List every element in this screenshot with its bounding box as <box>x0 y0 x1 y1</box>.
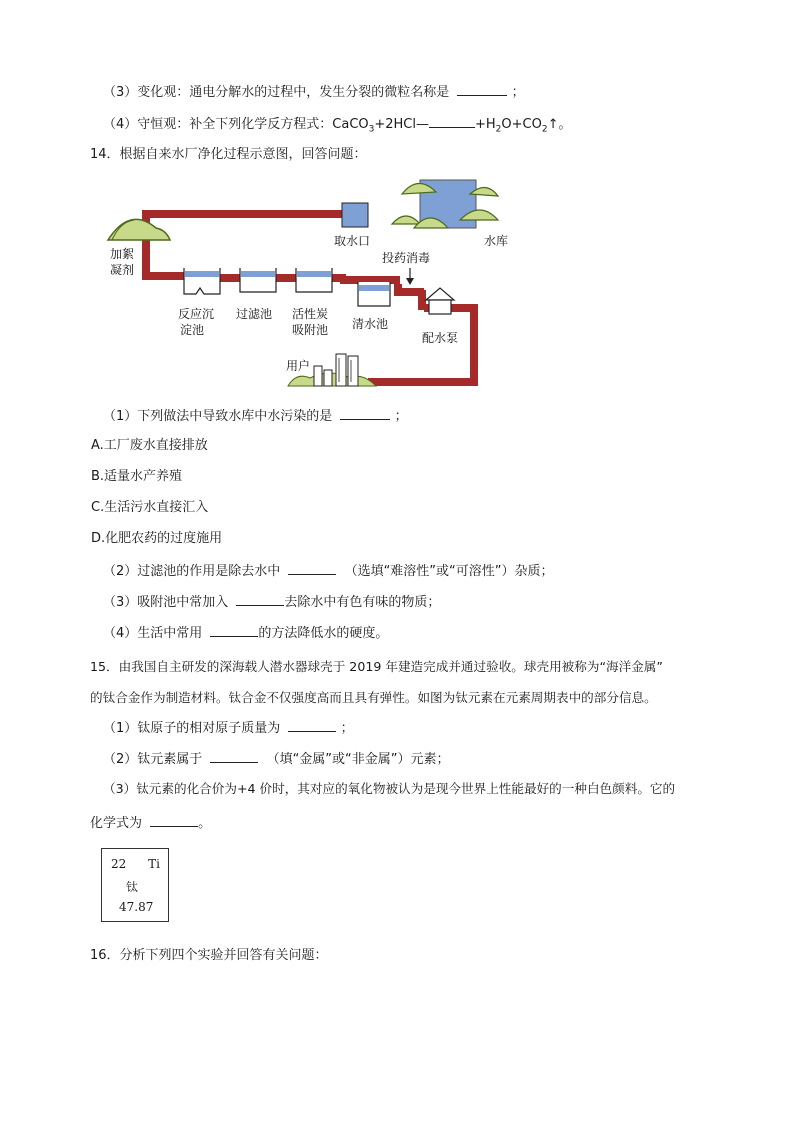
answer-blank[interactable] <box>236 592 284 606</box>
label-reservoir: 水库 <box>484 234 509 248</box>
periodic-element-card <box>101 848 169 922</box>
label-carbon-1: 活性炭 <box>292 307 329 321</box>
q14-part3: （3）吸附池中常加入 去除水中有色有味的物质； <box>103 592 440 612</box>
answer-blank[interactable] <box>429 114 475 128</box>
label-clear-water: 清水池 <box>352 317 389 331</box>
label-carbon-2: 吸附池 <box>292 323 329 337</box>
answer-blank[interactable] <box>150 813 198 827</box>
label-pump: 配水泵 <box>422 331 459 345</box>
sedimentation-tank <box>184 268 220 294</box>
pump-house-icon <box>426 288 454 314</box>
reservoir-icon <box>392 180 498 228</box>
carbon-tank <box>296 268 332 292</box>
intake-box <box>342 203 368 227</box>
q15-stem-line1: 15．由我国自主研发的深海载人潜水器球壳于 2019 年建造完成并通过验收。球壳用被称为“海洋金属” <box>90 659 663 674</box>
label-filter: 过滤池 <box>236 307 273 321</box>
option-a: A.工厂废水直接排放 <box>91 438 208 453</box>
label-sedimentation-2: 淀池 <box>180 323 205 337</box>
answer-blank[interactable] <box>288 718 336 732</box>
q16-stem: 16．分析下列四个实验并回答有关问题： <box>90 948 328 963</box>
filter-tank <box>240 268 276 292</box>
answer-blank[interactable] <box>288 561 336 575</box>
arrow-down-icon <box>406 268 414 285</box>
q15-stem-line2: 的钛合金作为制造材料。钛合金不仅强度高而且具有弹性。如图为钛元素在元素周期表中的部分信息。 <box>90 690 657 705</box>
q13-part4: （4）守恒观：补全下列化学反方程式：CaCO$_3$+2HCl— $+H_2O+CO_2↑$。 <box>103 114 572 139</box>
element-symbol: Ti <box>148 857 160 871</box>
q14-part1: （1）下列做法中导致水库中水污染的是 ； <box>103 406 408 426</box>
answer-blank[interactable] <box>340 406 390 420</box>
hill-icon <box>108 219 170 240</box>
label-user: 用户 <box>286 359 311 373</box>
q14-stem: 14．根据自来水厂净化过程示意图，回答问题： <box>90 147 367 162</box>
option-c: C.生活污水直接汇入 <box>91 500 209 515</box>
label-intake: 取水口 <box>334 234 371 248</box>
water-purification-diagram <box>100 172 509 390</box>
q15-part3-line2: 化学式为 。 <box>90 813 211 833</box>
answer-blank[interactable] <box>210 749 258 763</box>
atomic-number: 22 <box>111 857 127 871</box>
label-coagulant-2: 凝剂 <box>110 263 135 277</box>
q15-part3-line1: （3）钛元素的化合价为+4 价时，其对应的氧化物被认为是现今世界上性能最好的一种白色颜料。它的 <box>103 781 676 796</box>
clear-water-tank <box>358 282 390 306</box>
label-coagulant-1: 加絮 <box>110 247 135 261</box>
label-dosing: 投药消毒 <box>382 251 431 265</box>
q15-part2: （2）钛元素属于 （填“金属”或“非金属”）元素； <box>103 749 450 769</box>
element-name: 钛 <box>126 880 139 894</box>
option-d: D.化肥农药的过度施用 <box>91 531 223 546</box>
q13-part3: （3）变化观：通电分解水的过程中，发生分裂的微粒名称是 ； <box>103 82 525 102</box>
answer-blank[interactable] <box>457 82 507 96</box>
q14-part4: （4）生活中常用 的方法降低水的硬度。 <box>103 623 388 643</box>
label-sedimentation-1: 反应沉 <box>178 307 215 321</box>
option-b: B.适量水产养殖 <box>91 469 183 484</box>
q15-part1: （1）钛原子的相对原子质量为 ； <box>103 718 354 738</box>
atomic-mass: 47.87 <box>119 900 154 914</box>
answer-blank[interactable] <box>210 623 258 637</box>
q14-part2: （2）过滤池的作用是除去水中 （选填“难溶性”或“可溶性”）杂质； <box>103 561 554 581</box>
